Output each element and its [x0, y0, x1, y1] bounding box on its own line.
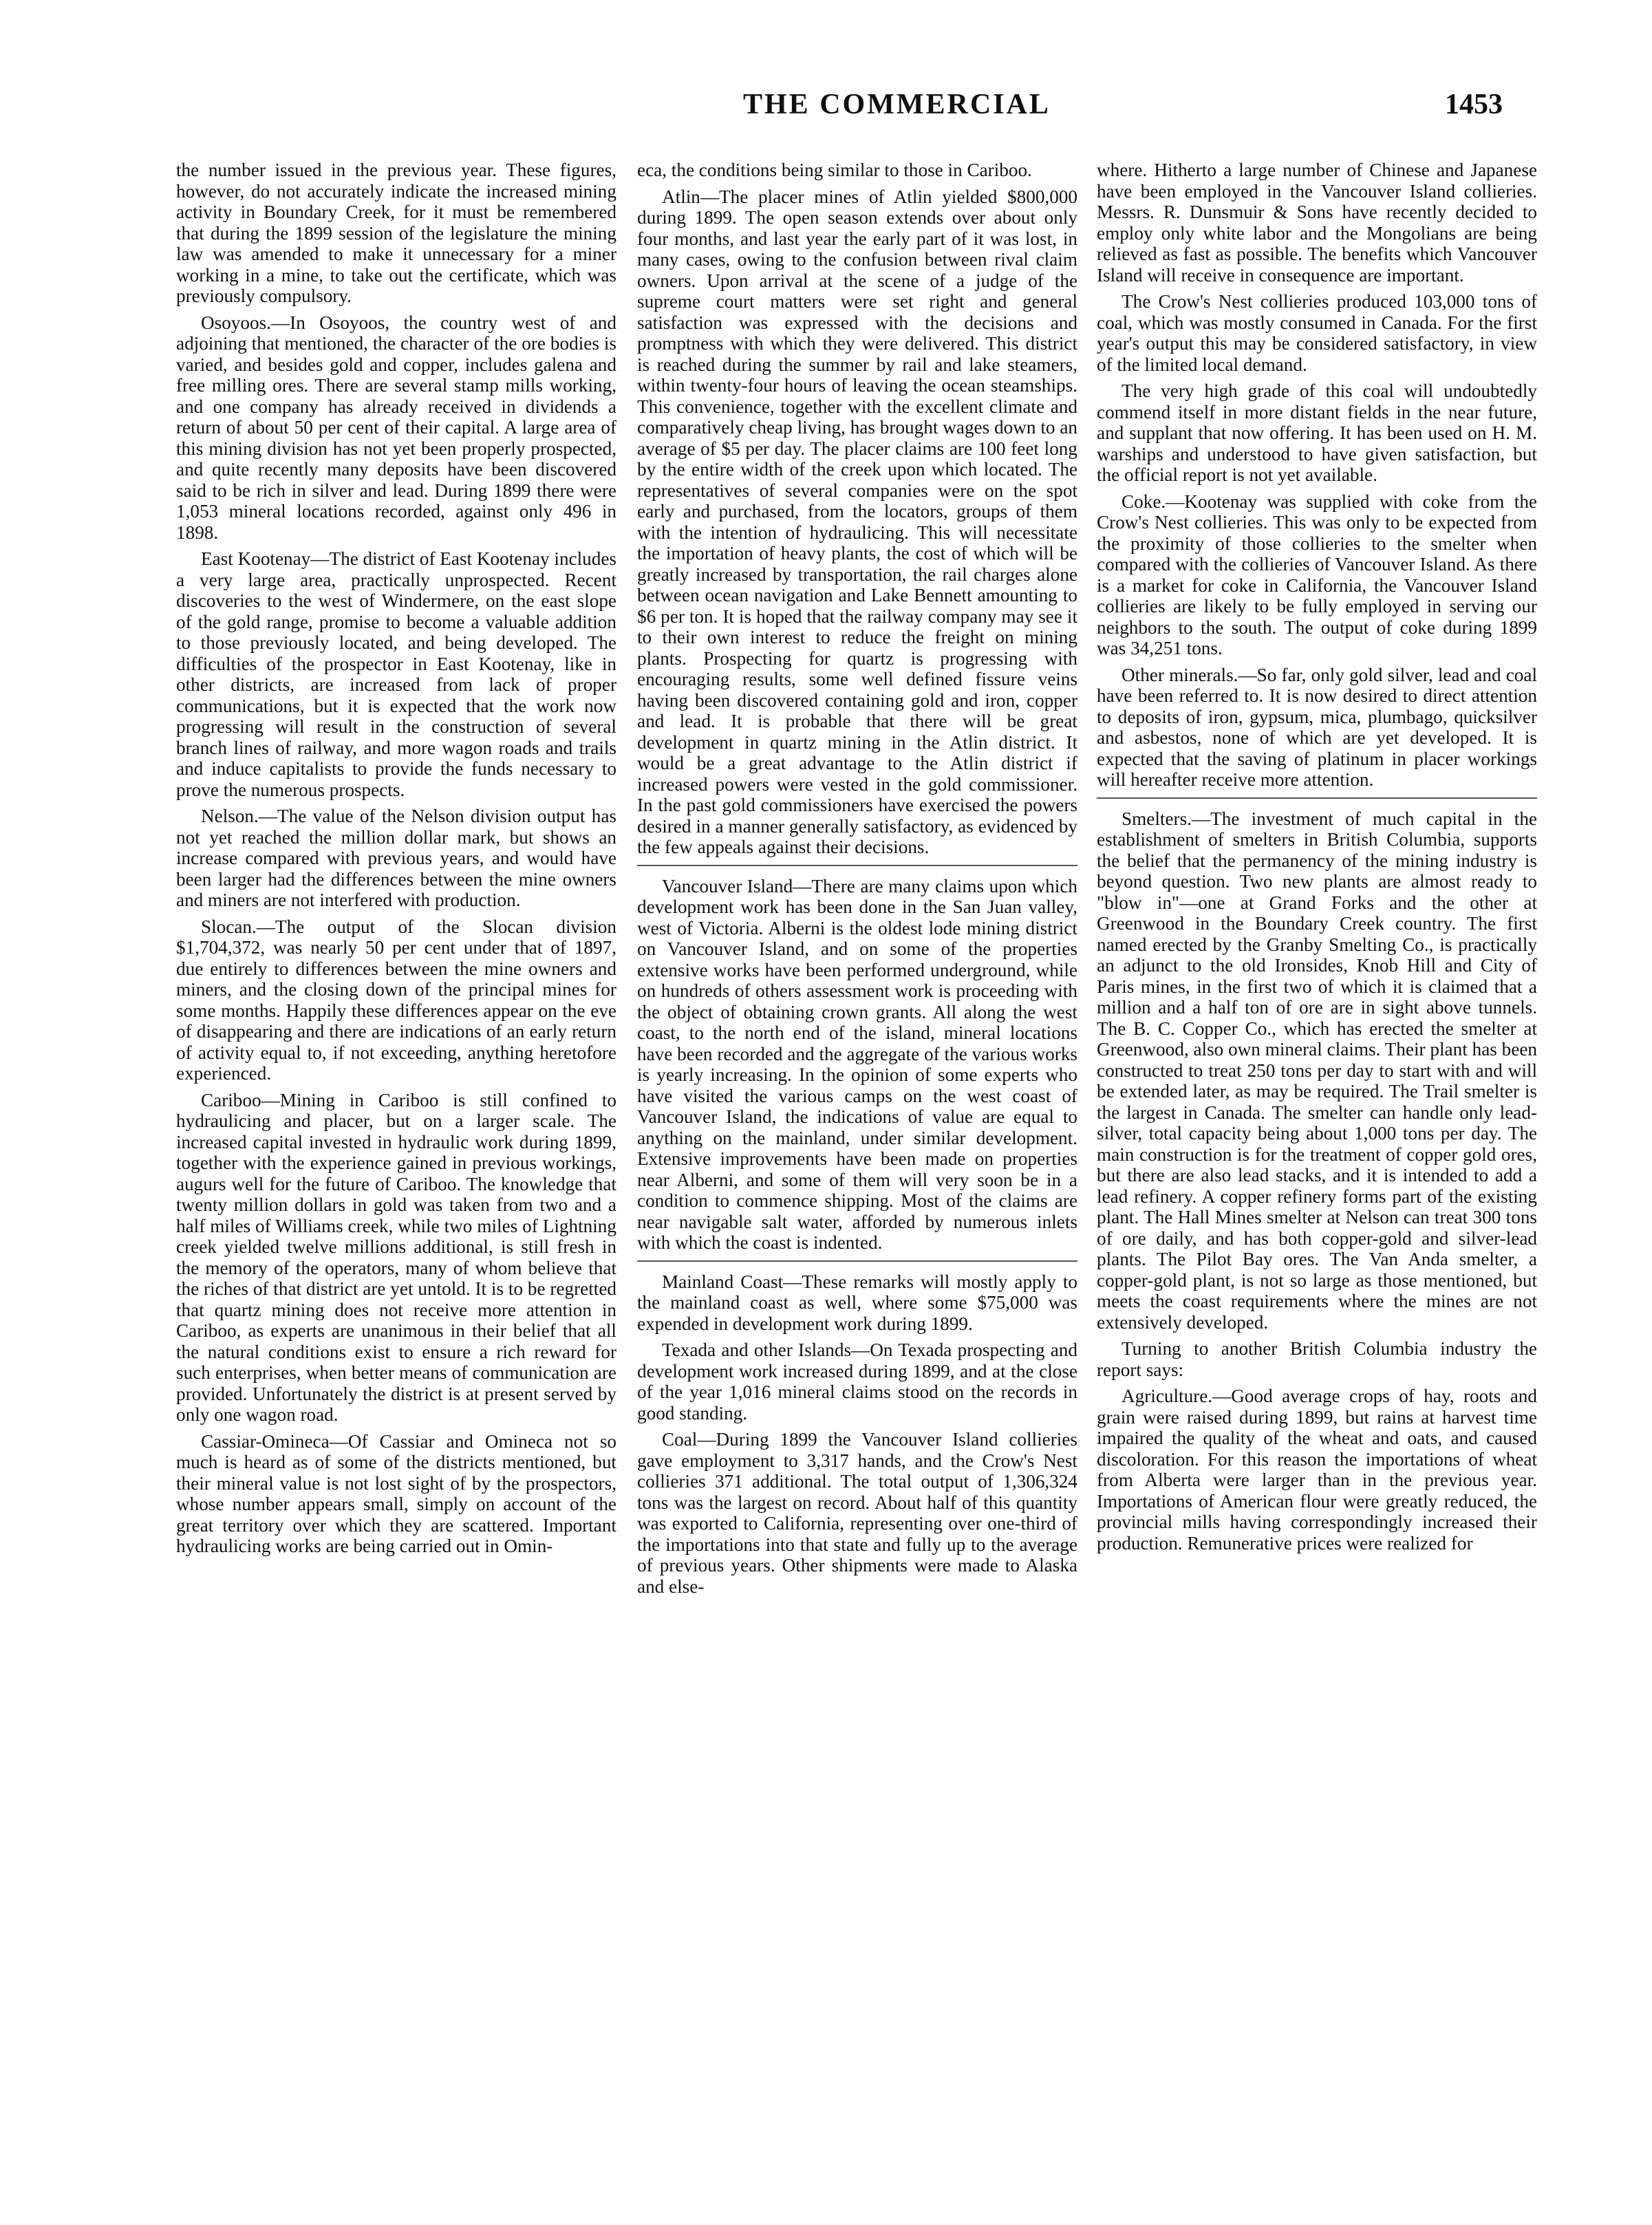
paragraph: Agriculture.—Good average crops of hay, roots and grain were raised during 1899, but rains at harvest time impaired the quality of the wheat and oats, and caused discoloration. For this reason the importations of wheat from Alberta were larger than in the previous year. Importations of American flour were greatly reduced, the provincial mills having correspondingly increased their production. Remunerative prices were realized for: [1097, 1386, 1537, 1554]
page-number: 1453: [1445, 89, 1503, 120]
section-divider: [637, 1260, 1077, 1262]
text-column-1: [176, 160, 616, 1562]
paragraph: Atlin—The placer mines of Atlin yielded $800,000 during 1899. The open season extends over about only four months, and last year the early part of it was lost, in many cases, owing to the confusion between rival claim owners. Upon arrival at the scene of a judge of the supreme court matters were set right and general satisfaction was expressed with the decisions and promptness with which they were delivered. This district is reached during the summer by rail and lake steamers, within twenty-four hours of leaving the ocean steamships. This convenience, together with the excellent climate and comparatively cheap living, has brought wages down to an average of $5 per day. The placer claims are 100 feet long by the entire width of the creek upon which located. The representatives of several companies were on the spot early and purchased, from the locators, groups of them with the intention of hydraulicing. This will necessitate the importation of heavy plants, the cost of which will be greatly increased by transportation, the rail charges alone between ocean navigation and Lake Bennett amounting to $6 per ton. It is hoped that the railway company may see it to their own interest to reduce the freight on mining plants. Prospecting for quartz is progressing with encouraging results, some well defined fissure veins having been discovered containing gold and iron, copper and lead. It is probable that there will be great development in quartz mining in the Atlin district. It would be a great advantage to the Atlin district if increased powers were vested in the gold commissioner. In the past gold commissioners have exercised the powers desired in a manner generally satisfactory, as evidenced by the few appeals against their decisions.: [637, 186, 1077, 857]
page-header: [0, 88, 1652, 129]
paragraph: Mainland Coast—These remarks will mostly apply to the mainland coast as well, where some $75,000 was expended in development work during 1899.: [637, 1271, 1077, 1334]
paragraph: Vancouver Island—There are many claims upon which development work has been done in the San Juan valley, west of Victoria. Alberni is the oldest lode mining district on Vancouver Island, and on some of the properties extensive works have been performed underground, while on hundreds of others assessment work is proceeding with the object of obtaining crown grants. All along the west coast, to the north end of the island, mineral locations have been recorded and the aggregate of the various works is yearly increasing. In the opinion of some experts who have visited the various camps on the west coast of Vancouver Island, the indications of value are equal to anything on the mainland, under similar development. Extensive improvements have been made on properties near Alberni, and some of them will very soon be in a condition to commence shipping. Most of the claims are near navigable salt water, afforded by numerous inlets with which the coast is indented.: [637, 875, 1077, 1253]
section-divider: [637, 865, 1077, 866]
paragraph: Smelters.—The investment of much capital in the establishment of smelters in British Columbia, supports the belief that the permanency of the mining industry is beyond question. Two new plants are almost ready to "blow in"—one at Grand Forks and the other at Greenwood in the Boundary Creek country. The first named erected by the Granby Smelting Co., is practically an adjunct to the old Ironsides, Knob Hill and City of Paris mines, in the first two of which it is claimed that a million and a half ton of ore are in sight above tunnels. The B. C. Copper Co., which has erected the smelter at Greenwood, also own mineral claims. Their plant has been constructed to treat 250 tons per day to start with and will be extended later, as may be required. The Trail smelter is the largest in Canada. The smelter can handle only lead-silver, total capacity being about 1,000 tons per day. The main construction is for the treatment of copper gold ores, but there are also lead stacks, and it is intended to add a lead refinery. A copper refinery forms part of the existing plant. The Hall Mines smelter at Nelson can treat 300 tons of ore daily, and has both copper-gold and silver-lead plants. The Pilot Bay ores. The Van Anda smelter, a copper-gold plant, is not so large as those mentioned, but meets the coast requirements where the mines are not extensively developed.: [1097, 808, 1537, 1333]
paragraph: The Crow's Nest collieries produced 103,000 tons of coal, which was mostly consumed in Canada. For the first year's output this may be considered satisfactory, in view of the limited local demand.: [1097, 291, 1537, 375]
publication-title: THE COMMERCIAL: [743, 89, 1051, 120]
paragraph: Osoyoos.—In Osoyoos, the country west of and adjoining that mentioned, the character of the ore bodies is varied, and besides gold and copper, includes galena and free milling ores. There are several stamp mills working, and one company has already received in dividends a return of about 50 per cent of their capital. A large area of this mining division has not yet been properly prospected, and quite recently many deposits have been discovered said to be rich in silver and lead. During 1899 there were 1,053 mineral locations recorded, against only 496 in 1898.: [176, 312, 616, 543]
paragraph: The very high grade of this coal will undoubtedly commend itself in more distant fields in the near future, and supplant that now offering. It has been used on H. M. warships and understood to have given satisfaction, but the official report is not yet available.: [1097, 380, 1537, 485]
paragraph: Turning to another British Columbia industry the report says:: [1097, 1338, 1537, 1380]
paragraph: where. Hitherto a large number of Chinese and Japanese have been employed in the Vancouver Island collieries. Messrs. R. Dunsmuir & Sons have recently decided to employ only white labor and the Mongolians are being relieved as fast as possible. The benefits which Vancouver Island will receive in consequence are important.: [1097, 160, 1537, 286]
text-column-3: [1097, 160, 1537, 1559]
paragraph: the number issued in the previous year. These figures, however, do not accurately indicate the increased mining activity in Boundary Creek, for it must be remembered that during the 1899 session of the legislature the mining law was amended to make it unnecessary for a miner working in a mine, to take out the certificate, which was previously compulsory.: [176, 160, 616, 306]
paragraph: Slocan.—The output of the Slocan division $1,704,372, was nearly 50 per cent under that of 1897, due entirely to differences between the mine owners and miners, and the closing down of the principal mines for some months. Happily these differences appear on the eve of disappearing and there are indications of an early return of activity equal to, if not exceeding, anything heretofore experienced.: [176, 916, 616, 1084]
paragraph: Nelson.—The value of the Nelson division output has not yet reached the million dollar mark, but shows an increase compared with previous years, and would have been larger had the differences between the mine owners and miners are not interfered with production.: [176, 806, 616, 910]
section-divider: [1097, 797, 1537, 799]
paragraph: Cariboo—Mining in Cariboo is still confined to hydraulicing and placer, but on a larger scale. The increased capital invested in hydraulic work during 1899, together with the experience gained in previous workings, augurs well for the future of Cariboo. The knowledge that twenty million dollars in gold was taken from two and a half miles of Williams creek, while two miles of Lightning creek yielded twelve millions additional, is still fresh in the memory of the operators, many of whom believe that the riches of that district are yet untold. It is to be regretted that quartz mining does not receive more attention in Cariboo, as experts are unanimous in their belief that all the natural conditions exist to ensure a rich reward for such enterprises, when better means of communication are provided. Unfortunately the district is at present served by only one wagon road.: [176, 1089, 616, 1425]
paragraph: Texada and other Islands—On Texada prospecting and development work increased during 1899, and at the close of the year 1,016 mineral claims stood on the records in good standing.: [637, 1340, 1077, 1423]
paragraph: Coke.—Kootenay was supplied with coke from the Crow's Nest collieries. This was only to be expected from the proximity of those collieries to the smelter when compared with the collieries of Vancouver Island. As there is a market for coke in California, the Vancouver Island collieries are likely to be fully employed in serving our neighbors to the south. The output of coke during 1899 was 34,251 tons.: [1097, 491, 1537, 658]
paragraph: eca, the conditions being similar to those in Cariboo.: [637, 160, 1032, 180]
paragraph: East Kootenay—The district of East Kootenay includes a very large area, practically unprospected. Recent discoveries to the west of Windermere, on the east slope of the gold range, promise to become a valuable addition to those previously located, and being developed. The difficulties of the prospector in East Kootenay, like in other districts, are increased from lack of proper communications, but it is expected that the work now progressing will result in the construction of several branch lines of railway, and more wagon roads and trails and induce capitalists to provide the funds necessary to prove the numerous prospects.: [176, 548, 617, 800]
paragraph: Other minerals.—So far, only gold silver, lead and coal have been referred to. It is now desired to direct attention to deposits of iron, gypsum, mica, plumbago, quicksilver and asbestos, none of which are yet developed. It is expected that the saving of platinum in placer workings will hereafter receive more attention.: [1097, 664, 1537, 790]
paragraph: Cassiar-Omineca—Of Cassiar and Omineca not so much is heard as of some of the districts mentioned, but their mineral value is not lost sight of by the prospectors, whose number appears small, simply on account of the great territory over which they are scattered. Important hydraulicing works are being carried out in Omin-: [176, 1430, 616, 1556]
paragraph: Coal—During 1899 the Vancouver Island collieries gave employment to 3,317 hands, and the Crow's Nest collieries 371 additional. The total output of 1,306,324 tons was the largest on record. About half of this quantity was exported to California, representing over one-third of the importations into that state and fully up to the average of previous years. Other shipments were made to Alaska and else-: [637, 1429, 1077, 1597]
text-column-2: [637, 160, 1077, 1602]
